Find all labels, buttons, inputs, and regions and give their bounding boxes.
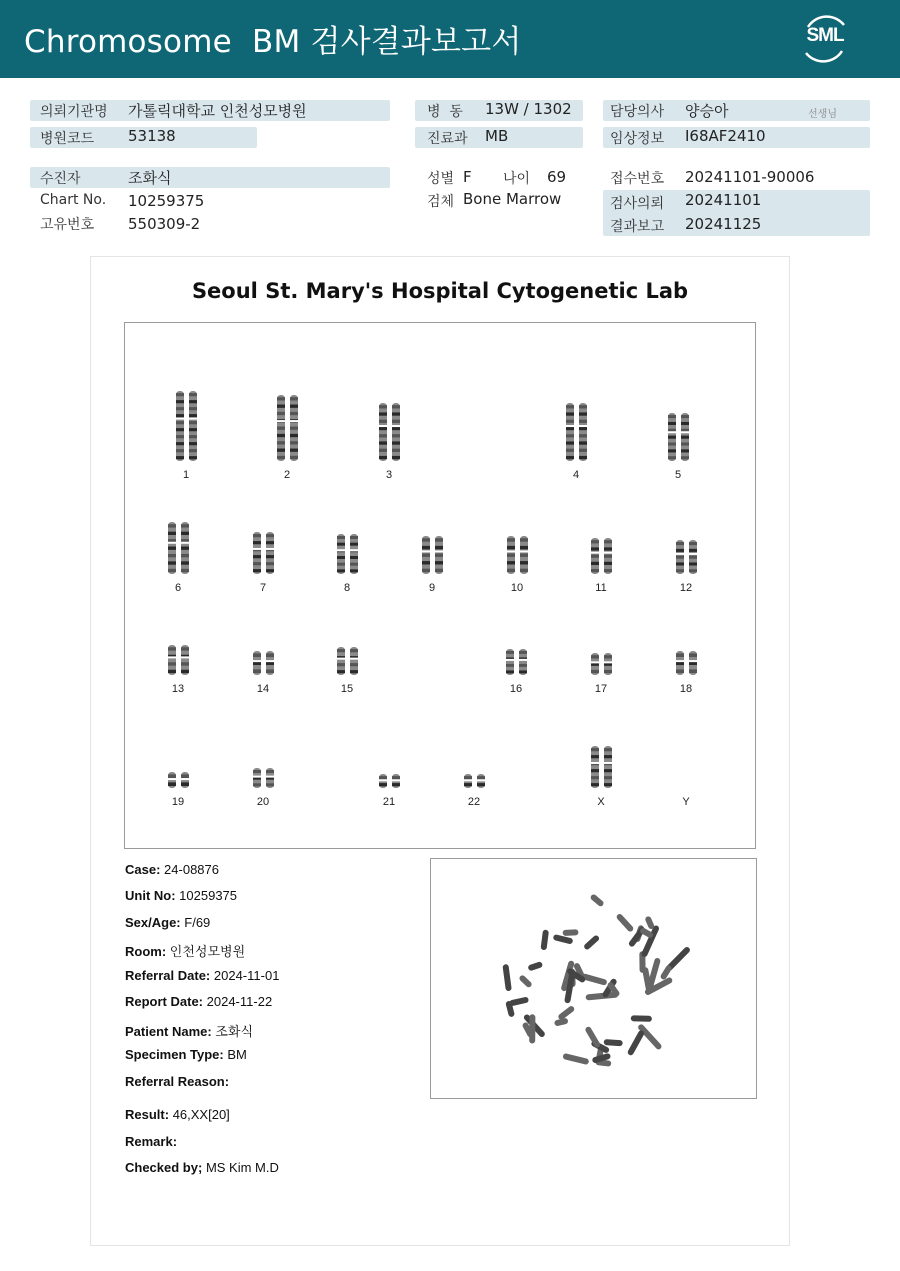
metaphase-chromosome xyxy=(527,961,543,971)
doctor-value: 양승아 xyxy=(685,102,729,120)
dept-value: MB xyxy=(485,127,509,145)
chromosome-pair-15 xyxy=(334,645,361,677)
sex-label: 성별 xyxy=(427,171,455,187)
report-date-value: 2024-11-22 xyxy=(206,994,273,1009)
chromosome-pair-1 xyxy=(173,389,200,463)
chart-value: 10259375 xyxy=(128,192,205,210)
chromosome-label-5: 5 xyxy=(674,469,682,481)
case-value: 24-08876 xyxy=(164,862,219,877)
report-value: 20241125 xyxy=(685,215,762,233)
metaphase-chromosome xyxy=(518,974,533,988)
metaphase-chromosome xyxy=(509,996,529,1006)
chromosome-label-7: 7 xyxy=(259,582,267,594)
chromosome-pair-20 xyxy=(250,766,277,790)
case-line: Case: 24-08876 xyxy=(125,862,219,877)
chromosome-label-12: 12 xyxy=(679,582,693,594)
sexage-value: F/69 xyxy=(184,915,211,930)
chromosome-label-3: 3 xyxy=(385,469,393,481)
chromosome-label-6: 6 xyxy=(174,582,182,594)
checked-line: Checked by; MS Kim M.D xyxy=(125,1160,279,1175)
sml-logo xyxy=(796,13,854,65)
chromosome-label-11: 11 xyxy=(595,582,607,594)
chromosome-label-19: 19 xyxy=(171,796,185,808)
chromosome-pair-21 xyxy=(376,772,403,790)
lab-title: Seoul St. Mary's Hospital Cytogenetic Lab xyxy=(191,279,689,303)
chromosome-pair-11 xyxy=(588,536,615,576)
patient-name-line: Patient Name: 조화식 xyxy=(125,1024,254,1039)
metaphase-chromosome xyxy=(589,893,604,907)
chromosome-pair-18 xyxy=(673,649,700,677)
karyotype-report-card xyxy=(90,256,790,1246)
dept-label: 진료과 xyxy=(427,131,468,147)
report-date-line: Report Date: 2024-11-22 xyxy=(125,994,273,1009)
chromosome-label-4: 4 xyxy=(572,469,580,481)
checked-value: MS Kim M.D xyxy=(205,1160,279,1175)
specimen-label: 검체 xyxy=(427,194,455,210)
ward-value: 13W / 1302 xyxy=(485,100,572,118)
metaphase-chromosome xyxy=(631,1015,652,1022)
clinical-label: 임상정보 xyxy=(610,131,665,147)
chromosome-pair-5 xyxy=(665,411,692,463)
unit-line: Unit No: 10259375 xyxy=(125,888,238,903)
receipt-label: 접수번호 xyxy=(610,171,665,187)
report-header xyxy=(0,0,900,78)
patient-name-value: 조화식 xyxy=(215,1024,254,1039)
hospital-code-label: 병원코드 xyxy=(40,131,95,147)
chromosome-label-X: X xyxy=(597,796,605,808)
metaphase-chromosome xyxy=(562,1053,589,1065)
receipt-value: 20241101-90006 xyxy=(685,168,815,186)
chromosome-label-10: 10 xyxy=(510,582,524,594)
chromosome-pair-6 xyxy=(165,520,192,576)
doctor-suffix: 선생님 xyxy=(808,109,837,120)
metaphase-chromosome xyxy=(583,934,600,950)
room-line: Room: 인천성모병원 xyxy=(125,944,246,959)
chromosome-label-Y: Y xyxy=(682,796,690,808)
doctor-label: 담당의사 xyxy=(610,104,665,120)
hospital-value: 가톨릭대학교 인천성모병원 xyxy=(128,102,307,120)
chromosome-label-13: 13 xyxy=(171,683,185,695)
referral-date-value: 2024-11-01 xyxy=(213,968,280,983)
age-label: 나이 xyxy=(503,171,531,187)
uid-value: 550309-2 xyxy=(128,215,201,233)
sex-value: F xyxy=(463,168,472,186)
chromosome-pair-14 xyxy=(250,649,277,677)
remark-line: Remark: xyxy=(125,1134,178,1149)
chromosome-label-16: 16 xyxy=(509,683,523,695)
unit-value: 10259375 xyxy=(179,888,238,903)
hospital-label: 의뢰기관명 xyxy=(40,104,108,120)
chromosome-label-15: 15 xyxy=(340,683,354,695)
specimen-type-value: BM xyxy=(227,1047,247,1062)
chromosome-pair-9 xyxy=(419,534,446,576)
logo-text: SML xyxy=(806,25,844,46)
chromosome-pair-X xyxy=(588,744,615,790)
chromosome-label-21: 21 xyxy=(382,796,396,808)
chromosome-label-17: 17 xyxy=(594,683,608,695)
page-title: Chromosome BM 검사결과보고서 xyxy=(24,24,522,60)
chromosome-pair-2 xyxy=(274,393,301,463)
chromosome-pair-10 xyxy=(504,534,531,576)
chromosome-pair-7 xyxy=(250,530,277,576)
metaphase-image xyxy=(430,858,757,1099)
karyogram xyxy=(124,322,756,849)
chromosome-label-18: 18 xyxy=(679,683,693,695)
patient-label: 수진자 xyxy=(40,171,81,187)
chromosome-pair-4 xyxy=(563,401,590,463)
specimen-value: Bone Marrow xyxy=(463,190,562,208)
metaphase-spread xyxy=(431,859,756,1098)
chromosome-label-14: 14 xyxy=(256,683,270,695)
metaphase-chromosome xyxy=(604,1039,623,1046)
chromosome-label-9: 9 xyxy=(428,582,436,594)
metaphase-chromosome xyxy=(563,929,579,936)
metaphase-chromosome xyxy=(502,964,511,991)
request-value: 20241101 xyxy=(685,191,762,209)
metaphase-chromosome xyxy=(627,1029,645,1056)
uid-label: 고유번호 xyxy=(40,217,95,233)
patient-row-bg xyxy=(30,167,390,188)
chromosome-pair-13 xyxy=(165,643,192,677)
referral-date-line: Referral Date: 2024-11-01 xyxy=(125,968,280,983)
clinical-value: I68AF2410 xyxy=(685,127,766,145)
chromosome-pair-8 xyxy=(334,532,361,576)
sexage-line: Sex/Age: F/69 xyxy=(125,915,211,930)
chromosome-label-8: 8 xyxy=(343,582,351,594)
chromosome-label-20: 20 xyxy=(256,796,270,808)
metaphase-chromosome xyxy=(615,913,634,933)
result-value: 46,XX[20] xyxy=(172,1107,230,1122)
chromosome-pair-22 xyxy=(461,772,488,790)
specimen-type-line: Specimen Type: BM xyxy=(125,1047,247,1062)
chromosome-label-22: 22 xyxy=(467,796,481,808)
chromosome-pair-17 xyxy=(588,651,615,677)
chromosome-pair-16 xyxy=(503,647,530,677)
room-value: 인천성모병원 xyxy=(169,944,246,959)
ward-label: 병 동 xyxy=(427,104,463,120)
metaphase-chromosome xyxy=(644,915,655,929)
chromosome-pair-19 xyxy=(165,770,192,790)
chromosome-label-1: 1 xyxy=(182,469,190,481)
report-label: 결과보고 xyxy=(610,219,665,235)
metaphase-chromosome xyxy=(540,929,548,950)
chromosome-pair-12 xyxy=(673,538,700,576)
result-line: Result: 46,XX[20] xyxy=(125,1107,230,1122)
hospital-code-value: 53138 xyxy=(128,127,176,145)
request-label: 검사의뢰 xyxy=(610,196,665,212)
age-value: 69 xyxy=(547,168,567,186)
chromosome-label-2: 2 xyxy=(283,469,291,481)
referral-reason-line: Referral Reason: xyxy=(125,1074,230,1089)
chromosome-pair-3 xyxy=(376,401,403,463)
chart-label: Chart No. xyxy=(40,192,107,208)
patient-value: 조화식 xyxy=(128,169,172,187)
